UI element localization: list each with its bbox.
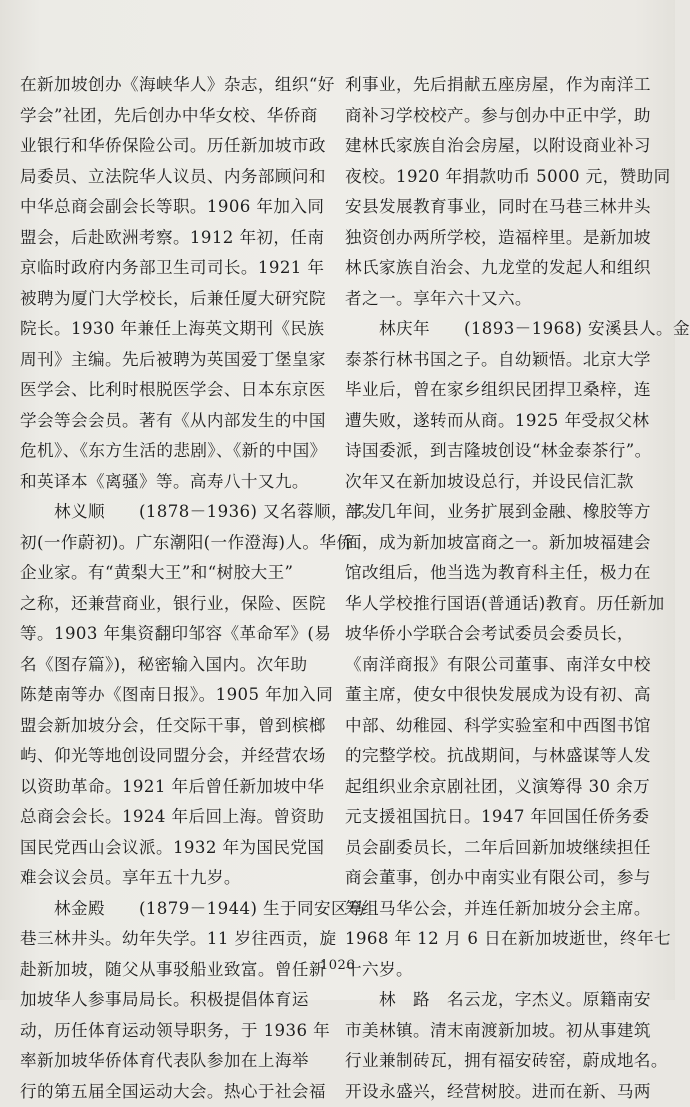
text-line: 周刊》主编。先后被聘为英国爱丁堡皇家	[20, 345, 330, 376]
text-line: 林氏家族自治会、九龙堂的发起人和组织	[345, 253, 655, 284]
text-line: 《南洋商报》有限公司董事、南洋女中校	[345, 650, 655, 681]
text-line: 员会副委员长，二年后回新加坡继续担任	[345, 833, 655, 864]
text-line: 加坡华人参事局局长。积极提倡体育运	[20, 985, 330, 1016]
text-line: 十六岁。	[345, 955, 655, 986]
text-line: 林金殿 (1879－1944) 生于同安区马	[20, 894, 330, 925]
text-line: 国民党西山会议派。1932 年为国民党国	[20, 833, 330, 864]
text-line: 开设永盛兴，经营树胶。进而在新、马两	[345, 1077, 655, 1107]
text-line: 盟会新加坡分会，任交际干事，曾到槟榔	[20, 711, 330, 742]
text-line: 盟会，后赴欧洲考察。1912 年初，任南	[20, 223, 330, 254]
text-line: 等。1903 年集资翻印邹容《革命军》(易	[20, 619, 330, 650]
text-line: 初(一作蔚初)。广东潮阳(一作澄海)人。华侨	[20, 528, 330, 559]
text-line: 中部、幼稚园、科学实验室和中西图书馆	[345, 711, 655, 742]
text-line: 华人学校推行国语(普通话)教育。历任新加	[345, 589, 655, 620]
text-line: 毕业后，曾在家乡组织民团捍卫桑梓，连	[345, 375, 655, 406]
text-line: 1968 年 12 月 6 日在新加坡逝世，终年七	[345, 924, 655, 955]
text-line: 的完整学校。抗战期间，与林盛谋等人发	[345, 741, 655, 772]
text-line: 和英译本《离骚》等。高寿八十又九。	[20, 467, 330, 498]
text-line: 学会”社团，先后创办中华女校、华侨商	[20, 101, 330, 132]
text-line: 之称，还兼营商业，银行业，保险、医院	[20, 589, 330, 620]
text-line: 林义顺 (1878－1936) 又名蓉顺，字发	[20, 497, 330, 528]
text-line: 馆改组后，他当选为教育科主任，极力在	[345, 558, 655, 589]
text-line: 者之一。享年六十又六。	[345, 284, 655, 315]
text-line: 独资创办两所学校，造福梓里。是新加坡	[345, 223, 655, 254]
text-line: 行业兼制砖瓦，拥有福安砖窑，蔚成地名。	[345, 1046, 655, 1077]
text-line: 坡华侨小学联合会考试委员会委员长，	[345, 619, 655, 650]
text-line: 林庆年 (1893－1968) 安溪县人。金	[345, 314, 655, 345]
text-line: 中华总商会副会长等职。1906 年加入同	[20, 192, 330, 223]
text-line: 京临时政府内务部卫生司司长。1921 年	[20, 253, 330, 284]
right-text-column	[345, 70, 655, 1107]
text-line: 安县发展教育事业，同时在马巷三林井头	[345, 192, 655, 223]
text-line: 商补习学校校产。参与创办中正中学，助	[345, 101, 655, 132]
text-line: 建林氏家族自治会房屋，以附设商业补习	[345, 131, 655, 162]
text-line: 次年又在新加坡设总行，并设民信汇款	[345, 467, 655, 498]
text-line: 学会等会会员。著有《从内部发生的中国	[20, 406, 330, 437]
text-line: 诗国委派，到吉隆坡创设“林金泰茶行”。	[345, 436, 655, 467]
page-number: 1026	[0, 958, 675, 973]
text-line: 名《图存篇》)，秘密输入国内。次年助	[20, 650, 330, 681]
text-line: 总商会会长。1924 年后回上海。曾资助	[20, 802, 330, 833]
text-line: 林 路 名云龙，字杰义。原籍南安	[345, 985, 655, 1016]
text-line: 巷三林井头。幼年失学。11 岁往西贡，旋	[20, 924, 330, 955]
text-line: 董主席，使女中很快发展成为设有初、高	[345, 680, 655, 711]
text-line: 难会议会员。享年五十九岁。	[20, 863, 330, 894]
text-line: 筹组马华公会，并连任新加坡分会主席。	[345, 894, 655, 925]
text-line: 遭失败，遂转而从商。1925 年受叔父林	[345, 406, 655, 437]
text-line: 行的第五届全国运动大会。热心于社会福	[20, 1077, 330, 1107]
text-line: 医学会、比利时根脱医学会、日本东京医	[20, 375, 330, 406]
text-line: 屿、仰光等地创设同盟分会，并经营农场	[20, 741, 330, 772]
text-line: 以资助革命。1921 年后曾任新加坡中华	[20, 772, 330, 803]
text-line: 商会董事，创办中南实业有限公司，参与	[345, 863, 655, 894]
text-line: 市美林镇。清末南渡新加坡。初从事建筑	[345, 1016, 655, 1047]
text-line: 在新加坡创办《海峡华人》杂志，组织“好	[20, 70, 330, 101]
text-line: 危机》、《东方生活的悲剧》、《新的中国》	[20, 436, 330, 467]
text-line: 泰茶行林书国之子。自幼颖悟。北京大学	[345, 345, 655, 376]
text-line: 赴新加坡，随父从事驳船业致富。曾任新	[20, 955, 330, 986]
text-line: 率新加坡华侨体育代表队参加在上海举	[20, 1046, 330, 1077]
text-line: 业银行和华侨保险公司。历任新加坡市政	[20, 131, 330, 162]
text-line: 动，历任体育运动领导职务，于 1936 年	[20, 1016, 330, 1047]
text-line: 面，成为新加坡富商之一。新加坡福建会	[345, 528, 655, 559]
text-line: 利事业，先后捐献五座房屋，作为南洋工	[345, 70, 655, 101]
text-line: 被聘为厦门大学校长，后兼任厦大研究院	[20, 284, 330, 315]
text-line: 企业家。有“黄梨大王”和“树胶大王”	[20, 558, 330, 589]
text-line: 起组织业余京剧社团，义演筹得 30 余万	[345, 772, 655, 803]
text-line: 元支援祖国抗日。1947 年回国任侨务委	[345, 802, 655, 833]
text-line: 院长。1930 年兼任上海英文期刊《民族	[20, 314, 330, 345]
text-line: 陈楚南等办《图南日报》。1905 年加入同	[20, 680, 330, 711]
text-line: 夜校。1920 年捐款叻币 5000 元，赞助同	[345, 162, 655, 193]
text-line: 部。几年间，业务扩展到金融、橡胶等方	[345, 497, 655, 528]
text-line: 局委员、立法院华人议员、内务部顾问和	[20, 162, 330, 193]
left-text-column	[20, 70, 330, 1107]
